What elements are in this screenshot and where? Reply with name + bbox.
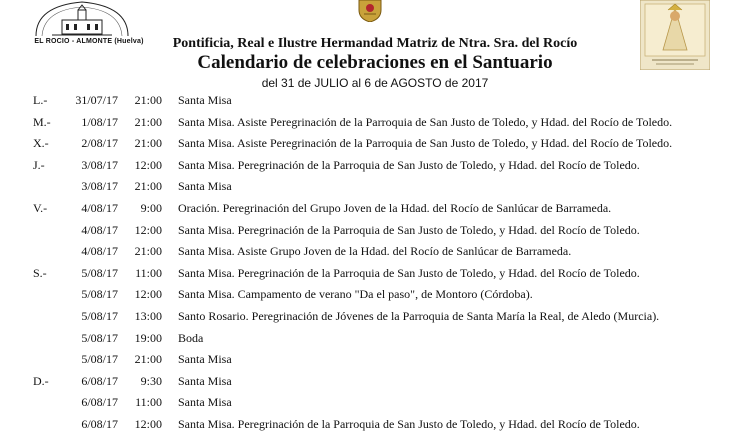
time-cell: 13:00 <box>134 308 162 323</box>
schedule-row <box>0 371 750 393</box>
event-cell: Santa Misa. Asiste Peregrinación de la Parroquia de San Justo de Toledo, y Hdad. del Rocío de Toledo. <box>178 114 673 129</box>
event-cell: Santa Misa. Campamento de verano "Da el paso", de Montoro (Córdoba). <box>178 287 533 302</box>
date-cell: 1/08/17 <box>81 114 118 129</box>
schedule-row <box>0 176 750 198</box>
time-cell: 21:00 <box>134 93 162 107</box>
time-cell: 12:00 <box>134 157 162 172</box>
event-cell: Santa Misa. Peregrinación de la Parroquia de San Justo de Toledo, y Hdad. del Rocío de Toledo. <box>178 222 640 237</box>
event-cell: Santa Misa <box>178 352 232 367</box>
schedule-row <box>0 263 750 285</box>
day-label: D.- <box>33 373 49 388</box>
event-cell: Santo Rosario. Peregrinación de Jóvenes de la Parroquia de Santa María la Real, de Aledo (Murcia). <box>178 308 660 323</box>
event-cell: Santa Misa. Peregrinación de la Parroquia de San Justo de Toledo, y Hdad. del Rocío de Toledo. <box>178 157 640 172</box>
schedule-row <box>0 349 750 371</box>
day-label: J.- <box>33 157 45 172</box>
day-label: X.- <box>33 136 49 151</box>
page-title: Calendario de celebraciones en el Santuario <box>197 52 553 73</box>
day-label: S.- <box>33 265 47 280</box>
schedule-row <box>0 90 750 112</box>
time-cell: 12:00 <box>134 222 162 237</box>
schedule-row <box>0 198 750 220</box>
time-cell: 12:00 <box>134 416 162 431</box>
date-cell: 4/08/17 <box>81 244 118 259</box>
time-cell: 19:00 <box>134 330 162 345</box>
time-cell: 21:00 <box>134 114 162 129</box>
date-cell: 3/08/17 <box>81 157 118 172</box>
time-cell: 9:30 <box>140 373 162 388</box>
schedule-row <box>0 306 750 328</box>
date-cell: 6/08/17 <box>81 395 118 410</box>
time-cell: 21:00 <box>134 244 162 259</box>
schedule-row <box>0 241 750 263</box>
date-cell: 4/08/17 <box>81 200 118 215</box>
event-cell: Boda <box>178 330 204 345</box>
time-cell: 21:00 <box>134 179 162 194</box>
date-cell: 3/08/17 <box>81 179 118 194</box>
schedule-row <box>0 133 750 155</box>
date-cell: 5/08/17 <box>81 308 118 323</box>
schedule-row <box>0 414 750 436</box>
brotherhood-name: Pontificia, Real e Ilustre Hermandad Matriz de Ntra. Sra. del Rocío <box>172 36 578 51</box>
date-cell: 6/08/17 <box>81 416 118 431</box>
date-cell: 5/08/17 <box>81 287 118 302</box>
event-cell: Santa Misa <box>178 93 232 107</box>
schedule-row <box>0 284 750 306</box>
time-cell: 11:00 <box>135 395 162 410</box>
event-cell: Santa Misa <box>178 179 232 194</box>
date-cell: 6/08/17 <box>81 373 118 388</box>
date-cell: 2/08/17 <box>81 136 118 151</box>
time-cell: 21:00 <box>134 136 162 151</box>
day-label: L.- <box>33 93 48 107</box>
schedule-row <box>0 112 750 134</box>
event-cell: Santa Misa <box>178 395 232 410</box>
event-cell: Santa Misa. Asiste Grupo Joven de la Hdad. del Rocío de Sanlúcar de Barrameda. <box>178 244 572 259</box>
schedule-row <box>0 392 750 414</box>
time-cell: 9:00 <box>140 200 162 215</box>
day-label: M.- <box>33 114 51 129</box>
time-cell: 11:00 <box>135 265 162 280</box>
logo-caption: EL ROCIO - ALMONTE (Huelva) <box>34 38 144 45</box>
event-cell: Santa Misa <box>178 373 232 388</box>
event-cell: Santa Misa. Peregrinación de la Parroquia de San Justo de Toledo, y Hdad. del Rocío de Toledo. <box>178 416 640 431</box>
schedule-row <box>0 328 750 350</box>
date-range: del 31 de JULIO al 6 de AGOSTO de 2017 <box>261 76 489 90</box>
crest-icon <box>355 0 385 22</box>
date-cell: 4/08/17 <box>81 222 118 237</box>
date-cell: 5/08/17 <box>81 352 118 367</box>
schedule-row <box>0 155 750 177</box>
schedule-list <box>0 90 750 436</box>
date-cell: 5/08/17 <box>81 330 118 345</box>
time-cell: 21:00 <box>134 352 162 367</box>
date-cell: 31/07/17 <box>75 93 118 107</box>
schedule-row <box>0 220 750 242</box>
date-cell: 5/08/17 <box>81 265 118 280</box>
event-cell: Santa Misa. Peregrinación de la Parroquia de San Justo de Toledo, y Hdad. del Rocío de Toledo. <box>178 265 640 280</box>
event-cell: Santa Misa. Asiste Peregrinación de la Parroquia de San Justo de Toledo, y Hdad. del Rocío de Toledo. <box>178 136 673 151</box>
time-cell: 12:00 <box>134 287 162 302</box>
day-label: V.- <box>33 200 48 215</box>
event-cell: Oración. Peregrinación del Grupo Joven de la Hdad. del Rocío de Sanlúcar de Barrameda. <box>178 200 612 215</box>
